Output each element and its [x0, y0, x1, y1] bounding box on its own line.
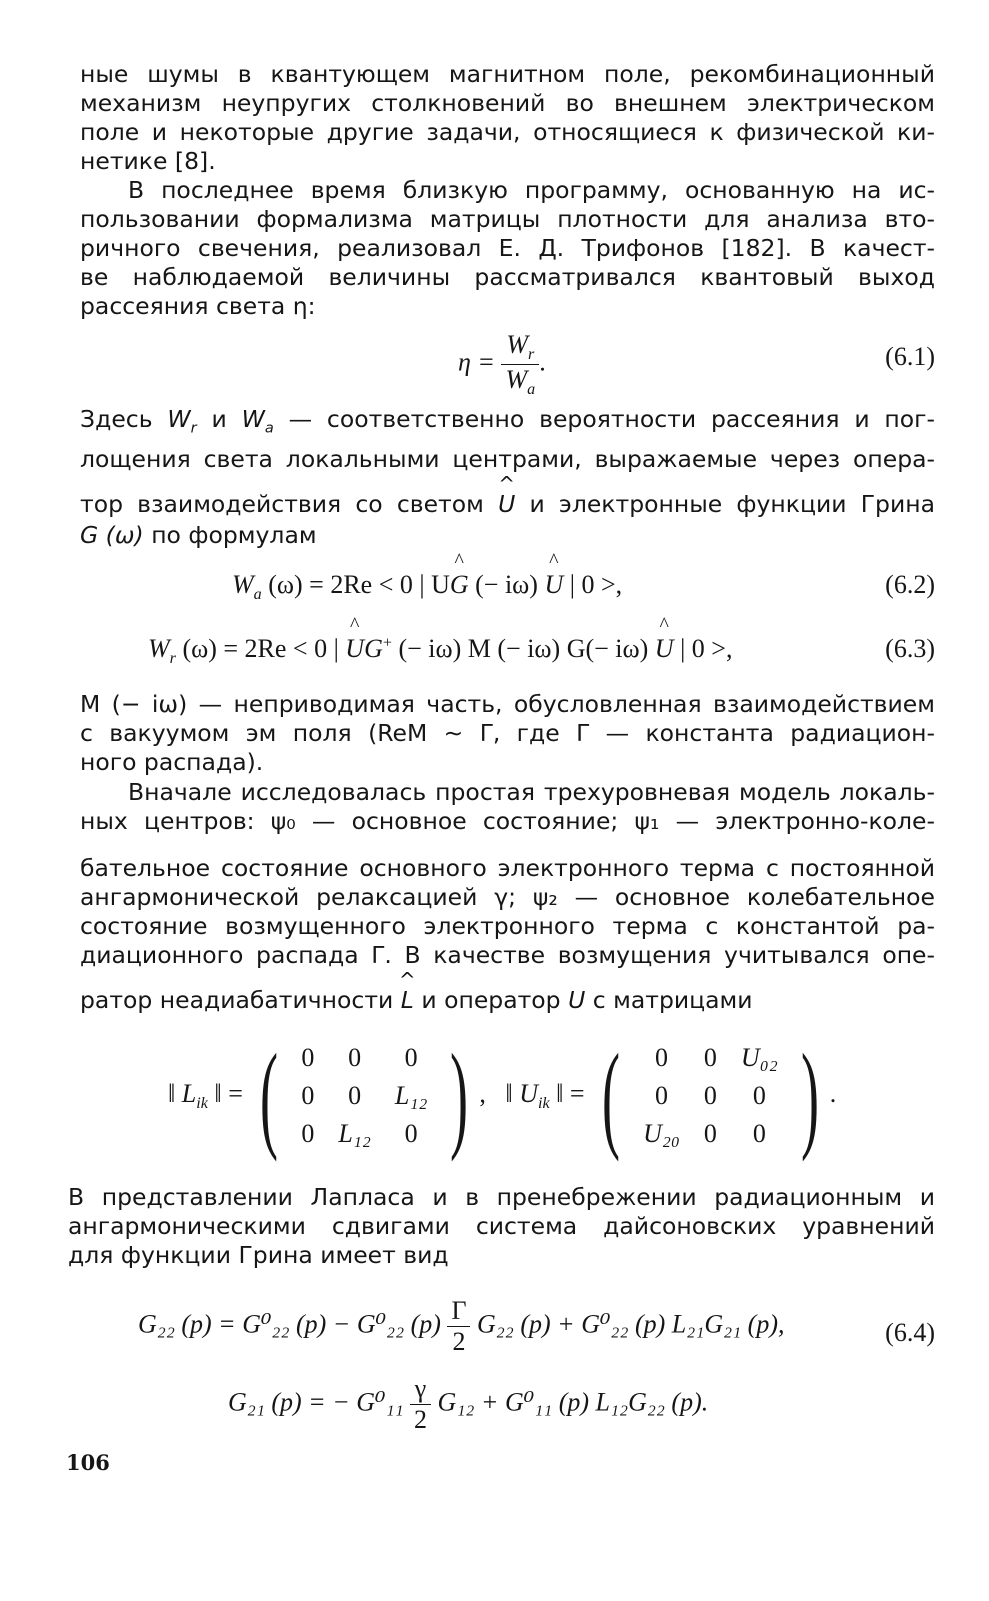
- eq-part: (− iω) M (− iω) G(− iω): [391, 634, 655, 663]
- text-line: бательное состояние основного электронного терма с постоянной: [80, 854, 935, 882]
- text-line: поле и некоторые другие задачи, относящиеся к физической ки-: [80, 118, 935, 146]
- superscript: +: [382, 634, 392, 652]
- operator-U: U: [568, 986, 586, 1014]
- text-fragment: и электронные функции Грина: [529, 489, 935, 518]
- text-line: диационного распада Γ. В качестве возмущения учитывался опе-: [80, 941, 935, 969]
- operator-U: ^ U: [544, 570, 563, 600]
- equation-6-1: [458, 330, 546, 399]
- matrix-cell: L₁₂: [394, 1081, 428, 1110]
- fraction: [410, 1374, 431, 1435]
- symbol-G: G (ω): [80, 520, 144, 549]
- subscript: r: [190, 419, 197, 437]
- subscript: ik: [537, 1095, 550, 1113]
- eq-part: | 0 >,: [673, 634, 733, 663]
- frac-numerator: γ: [410, 1374, 431, 1405]
- matrix-cell: U₂₀: [643, 1119, 680, 1148]
- matrix-cell: 0: [654, 1043, 668, 1072]
- matrix-cell: 0: [348, 1043, 362, 1072]
- text-fragment: и: [211, 405, 227, 433]
- operator-U: ^ U: [655, 634, 674, 664]
- eq-part: G₁₂ + G⁰₁₁ (p) L₁₂G₂₂ (p).: [437, 1387, 709, 1417]
- equation-number: (6.4): [885, 1318, 935, 1347]
- symbol-G: G: [364, 634, 383, 663]
- symbol-W: W: [232, 570, 254, 599]
- matrix-cell: 0: [301, 1043, 315, 1072]
- matrix-cell: 0: [752, 1081, 766, 1110]
- text-line: M (− iω) — неприводимая часть, обусловленная взаимодействием: [80, 690, 935, 718]
- text-line: механизм неупругих столкновений во внешнем электрическом: [80, 89, 935, 117]
- text-line: [80, 404, 935, 444]
- matrix-U: [631, 1039, 790, 1153]
- subscript: r: [169, 650, 176, 668]
- right-paren: ): [450, 1029, 469, 1162]
- subscript: ik: [196, 1095, 208, 1113]
- text-line: В последнее время близкую программу, основанную на ис-: [128, 176, 935, 204]
- matrix-cell: 0: [703, 1043, 717, 1072]
- text-line: пользовании формализма матрицы плотности для анализа вто-: [80, 205, 935, 233]
- frac-denominator: 2: [452, 1327, 466, 1356]
- text-fragment: ратор неадиабатичности: [80, 986, 394, 1014]
- matrix-cell: 0: [654, 1081, 668, 1110]
- text-line: ного распада).: [80, 748, 264, 776]
- matrix-cell: 0: [348, 1081, 362, 1110]
- text-line: [80, 986, 935, 1015]
- eq-lhs: η =: [458, 347, 495, 377]
- paragraph-3: [80, 404, 935, 551]
- text-fragment: и оператор: [421, 986, 561, 1014]
- text-fragment: по формулам: [151, 520, 317, 549]
- equation-6-3: [148, 634, 732, 668]
- matrix-L: [289, 1039, 439, 1153]
- frac-numerator: W: [506, 330, 529, 359]
- text-line: ве наблюдаемой величины рассматривался квантовый выход: [80, 263, 935, 291]
- left-paren: (: [260, 1029, 279, 1162]
- paragraph-1: [80, 60, 935, 176]
- text-line: ангармоническими сдвигами система дайсоновских уравнений: [68, 1212, 935, 1240]
- matrix-cell: 0: [703, 1119, 717, 1148]
- eq-part: | 0 >,: [563, 570, 623, 599]
- text-line: нетике [8].: [80, 147, 216, 175]
- text-line: с вакуумом эм поля (ReM ∼ Γ, где Γ — константа радиацион-: [80, 719, 935, 747]
- equation-number: (6.2): [885, 570, 935, 599]
- matrix-L-label: ‖ L: [168, 1078, 197, 1108]
- period: .: [829, 1078, 837, 1108]
- eq-part: (− iω): [468, 570, 545, 599]
- separator: ,: [479, 1078, 486, 1108]
- matrix-cell: 0: [301, 1081, 315, 1110]
- frac-denominator: W: [505, 365, 528, 395]
- operator-G: ^ G: [450, 570, 469, 600]
- text-line: [80, 520, 935, 551]
- text-line: ангармонической релаксацией γ; ψ₂ — основное колебательное: [80, 883, 935, 911]
- text-line: [80, 489, 935, 520]
- subscript: a: [253, 586, 262, 604]
- operator-U: ^ U: [345, 634, 364, 664]
- symbol-W: W: [148, 634, 170, 663]
- matrix-cell: L₁₂: [338, 1119, 371, 1148]
- equation-6-5: [228, 1374, 708, 1435]
- subscript: r: [528, 346, 535, 364]
- text-line: лощения света локальными центрами, выражаемые через опера-: [80, 444, 935, 473]
- paragraph-2: [80, 176, 935, 321]
- matrix-cell: U₀₂: [740, 1043, 778, 1072]
- text-line: состояние возмущенного электронного терма с константой ра-: [80, 912, 935, 940]
- eq-part: G₂₂ (p) = G⁰₂₂ (p) − G⁰₂₂ (p): [138, 1309, 441, 1339]
- text-line: для функции Грина имеет вид: [68, 1241, 449, 1269]
- operator-U: ^ U: [498, 489, 515, 520]
- equation-6-2: [232, 570, 622, 604]
- right-paren: ): [800, 1029, 819, 1162]
- matrix-equations: [168, 1029, 837, 1162]
- subscript: a: [527, 381, 536, 399]
- frac-denominator: 2: [414, 1405, 428, 1434]
- left-paren: (: [602, 1029, 621, 1162]
- page-number: 106: [66, 1450, 110, 1475]
- text-line: рассеяния света η:: [80, 292, 316, 320]
- equation-number: (6.3): [885, 634, 935, 663]
- text-line: В представлении Лапласа и в пренебрежении радиационным и: [68, 1183, 935, 1211]
- fraction: [447, 1296, 470, 1357]
- eq-part: ‖ =: [549, 1078, 585, 1108]
- matrix-cell: 0: [301, 1119, 315, 1148]
- subscript: a: [264, 419, 274, 437]
- operator-L: ^ L: [401, 986, 414, 1015]
- equation-number: (6.1): [885, 342, 935, 371]
- symbol-W: W: [167, 405, 191, 433]
- equation-6-4: [138, 1296, 785, 1357]
- text-fragment: тор взаимодействия со светом: [80, 489, 484, 518]
- eq-part: G₂₂ (p) + G⁰₂₂ (p) L₂₁G₂₁ (p),: [476, 1309, 785, 1339]
- matrix-cell: 0: [404, 1119, 418, 1148]
- eq-part: (ω) = 2Re < 0 |: [175, 634, 346, 663]
- matrix-cell: 0: [703, 1081, 717, 1110]
- text-line: ные шумы в квантующем магнитном поле, рекомбинационный: [80, 60, 935, 88]
- matrix-cell: 0: [752, 1119, 766, 1148]
- paragraph-4: [80, 690, 935, 777]
- eq-part: (ω) = 2Re < 0 | U: [261, 570, 450, 599]
- paragraph-6: [68, 1183, 935, 1270]
- text-line: ричного свечения, реализовал Е. Д. Трифонов [182]. В качест-: [80, 234, 935, 262]
- text-line: ных центров: ψ₀ — основное состояние; ψ₁ — электронно-коле-: [80, 807, 935, 835]
- paragraph-5: [80, 778, 935, 1015]
- symbol-W: W: [241, 405, 265, 433]
- matrix-cell: 0: [404, 1043, 418, 1072]
- matrix-U-label: ‖ U: [505, 1078, 538, 1108]
- frac-numerator: Γ: [447, 1296, 470, 1327]
- text-fragment: Здесь: [80, 405, 153, 433]
- eq-tail: .: [539, 347, 546, 377]
- eq-part: G₂₁ (p) = − G⁰₁₁: [228, 1387, 404, 1417]
- text-line: Вначале исследовалась простая трехуровневая модель локаль-: [128, 778, 935, 806]
- fraction: [501, 330, 539, 399]
- text-fragment: — соответственно вероятности рассеяния и пог-: [288, 405, 935, 433]
- eq-part: ‖ =: [207, 1078, 243, 1108]
- text-fragment: с матрицами: [592, 986, 753, 1014]
